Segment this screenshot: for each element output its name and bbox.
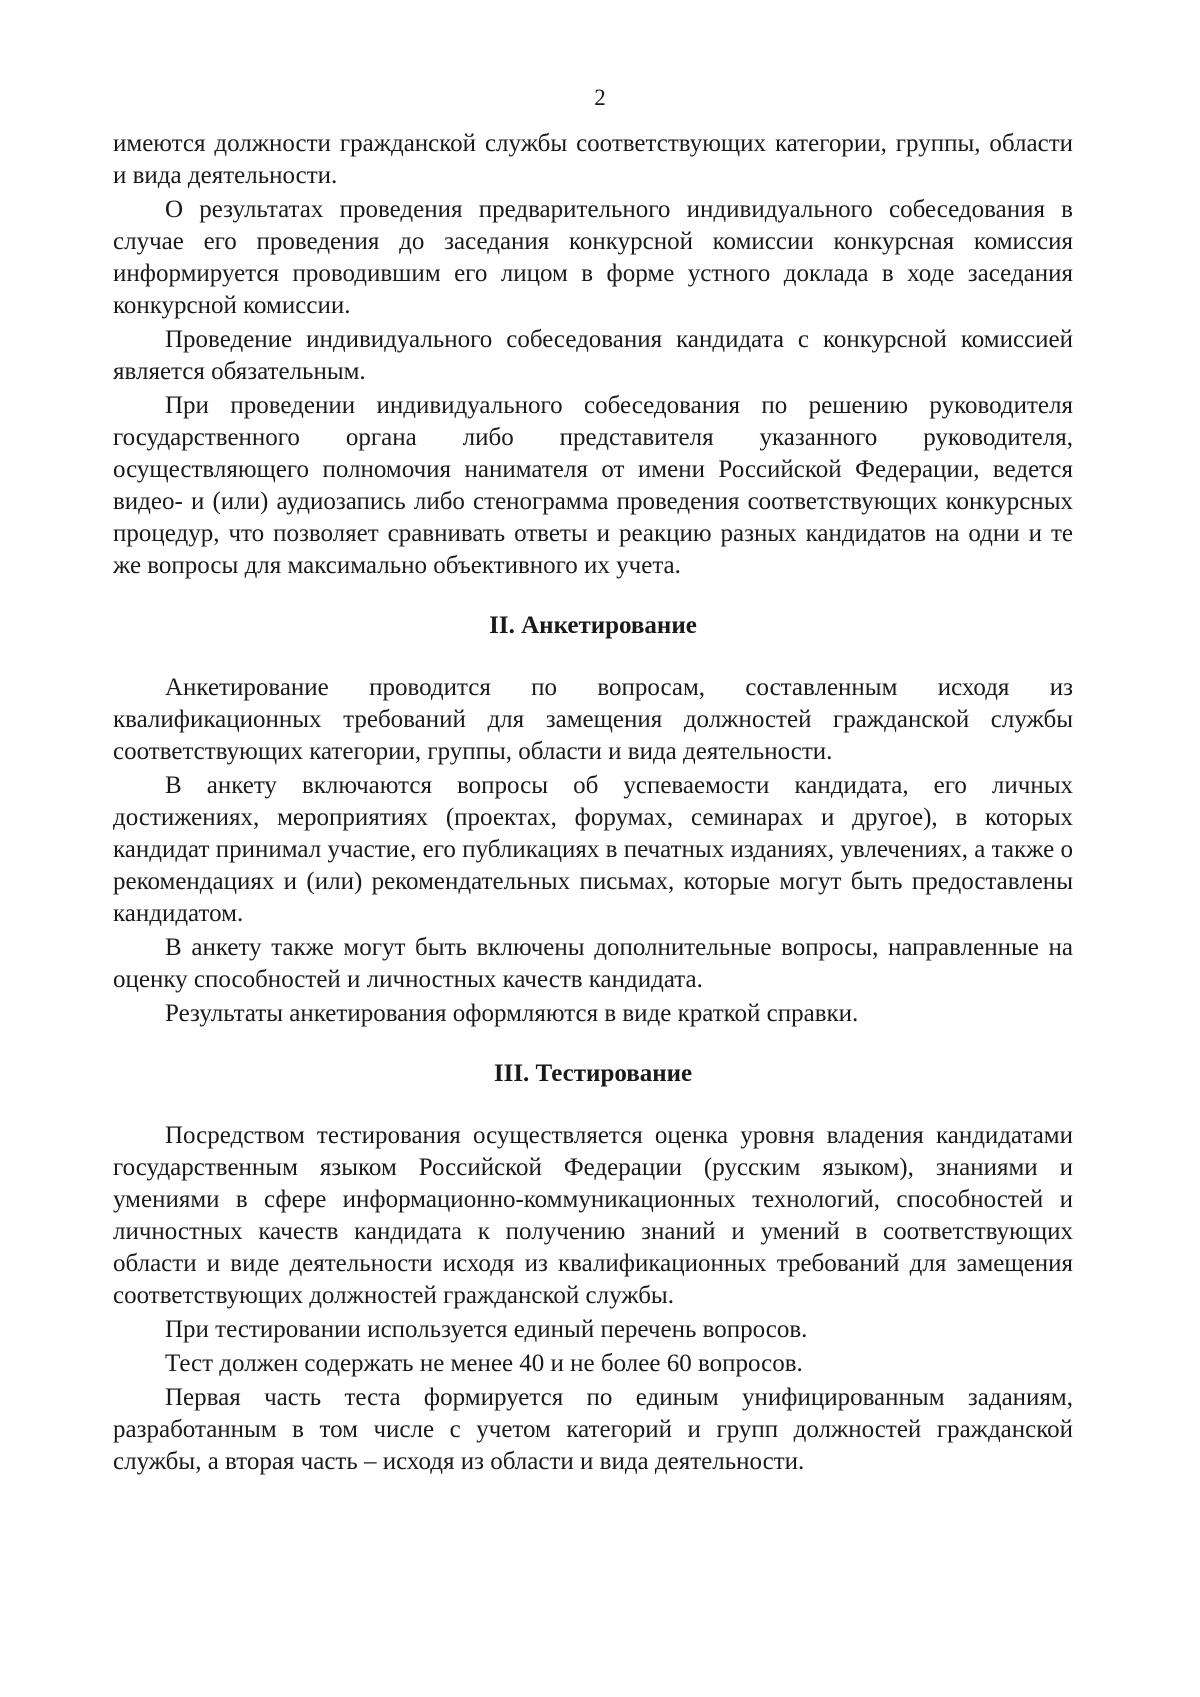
paragraph: В анкету также могут быть включены дополнительные вопросы, направленные на оценку способностей и личностных качеств кандидата. — [113, 934, 1073, 993]
paragraph: При тестировании используется единый перечень вопросов. — [165, 1316, 808, 1343]
paragraph: О результатах проведения предварительного индивидуального собеседования в случае его проведения до заседания конкурсной комиссии конкурсная комиссия информируется проводившим его лицом в форме устного доклада в ходе заседания конкурсной комиссии. — [113, 196, 1073, 319]
page-number: 2 — [594, 85, 606, 110]
paragraph: Посредством тестирования осуществляется оценка уровня владения кандидатами государственным языком Российской Федерации (русским языком), знаниями и умениями в сфере информационно-коммуникационных технологий, способностей и личностных качеств кандидата к получению знаний и умений в соответствующих области и виде деятельности исходя из квалификационных требований для замещения соответствующих должностей гражданской службы. — [113, 1122, 1073, 1309]
paragraph: Тест должен содержать не менее 40 и не более 60 вопросов. — [165, 1350, 803, 1377]
paragraph: В анкету включаются вопросы об успеваемости кандидата, его личных достижениях, мероприятиях (проектах, форумах, семинарах и другое), в которых кандидат принимал участие, его публикациях в печатных изданиях, увлечениях, а также о рекомендациях и (или) рекомендательных письмах, которые могут быть предоставлены кандидатом. — [113, 772, 1073, 927]
paragraph: Анкетирование проводится по вопросам, составленным исходя из квалификационных требований для замещения должностей гражданской службы соответствующих категории, группы, области и вида деятельности. — [113, 674, 1073, 765]
paragraph: Результаты анкетирования оформляются в виде краткой справки. — [165, 1000, 859, 1027]
paragraph: Проведение индивидуального собеседования кандидата с конкурсной комиссией является обязательным. — [113, 326, 1073, 385]
document-body — [113, 128, 1073, 1478]
section-heading-questionnaire: II. Анкетирование — [489, 612, 697, 639]
paragraph: При проведении индивидуального собеседования по решению руководителя государственного органа либо представителя указанного руководителя, осуществляющего полномочия нанимателя от имени Российской Федерации, ведется видео- и (или) аудиозапись либо стенограмма проведения соответствующих конкурсных процедур, что позволяет сравнивать ответы и реакцию разных кандидатов на одни и те же вопросы для максимально объективного их учета. — [113, 392, 1073, 579]
paragraph-continuation: имеются должности гражданской службы соответствующих категории, группы, области и вида деятельности. — [113, 130, 1073, 189]
paragraph: Первая часть теста формируется по единым унифицированным заданиям, разработанным в том числе с учетом категорий и групп должностей гражданской службы, а вторая часть – исходя из области и вида деятельности. — [113, 1384, 1073, 1475]
section-heading-testing: III. Тестирование — [493, 1060, 693, 1087]
